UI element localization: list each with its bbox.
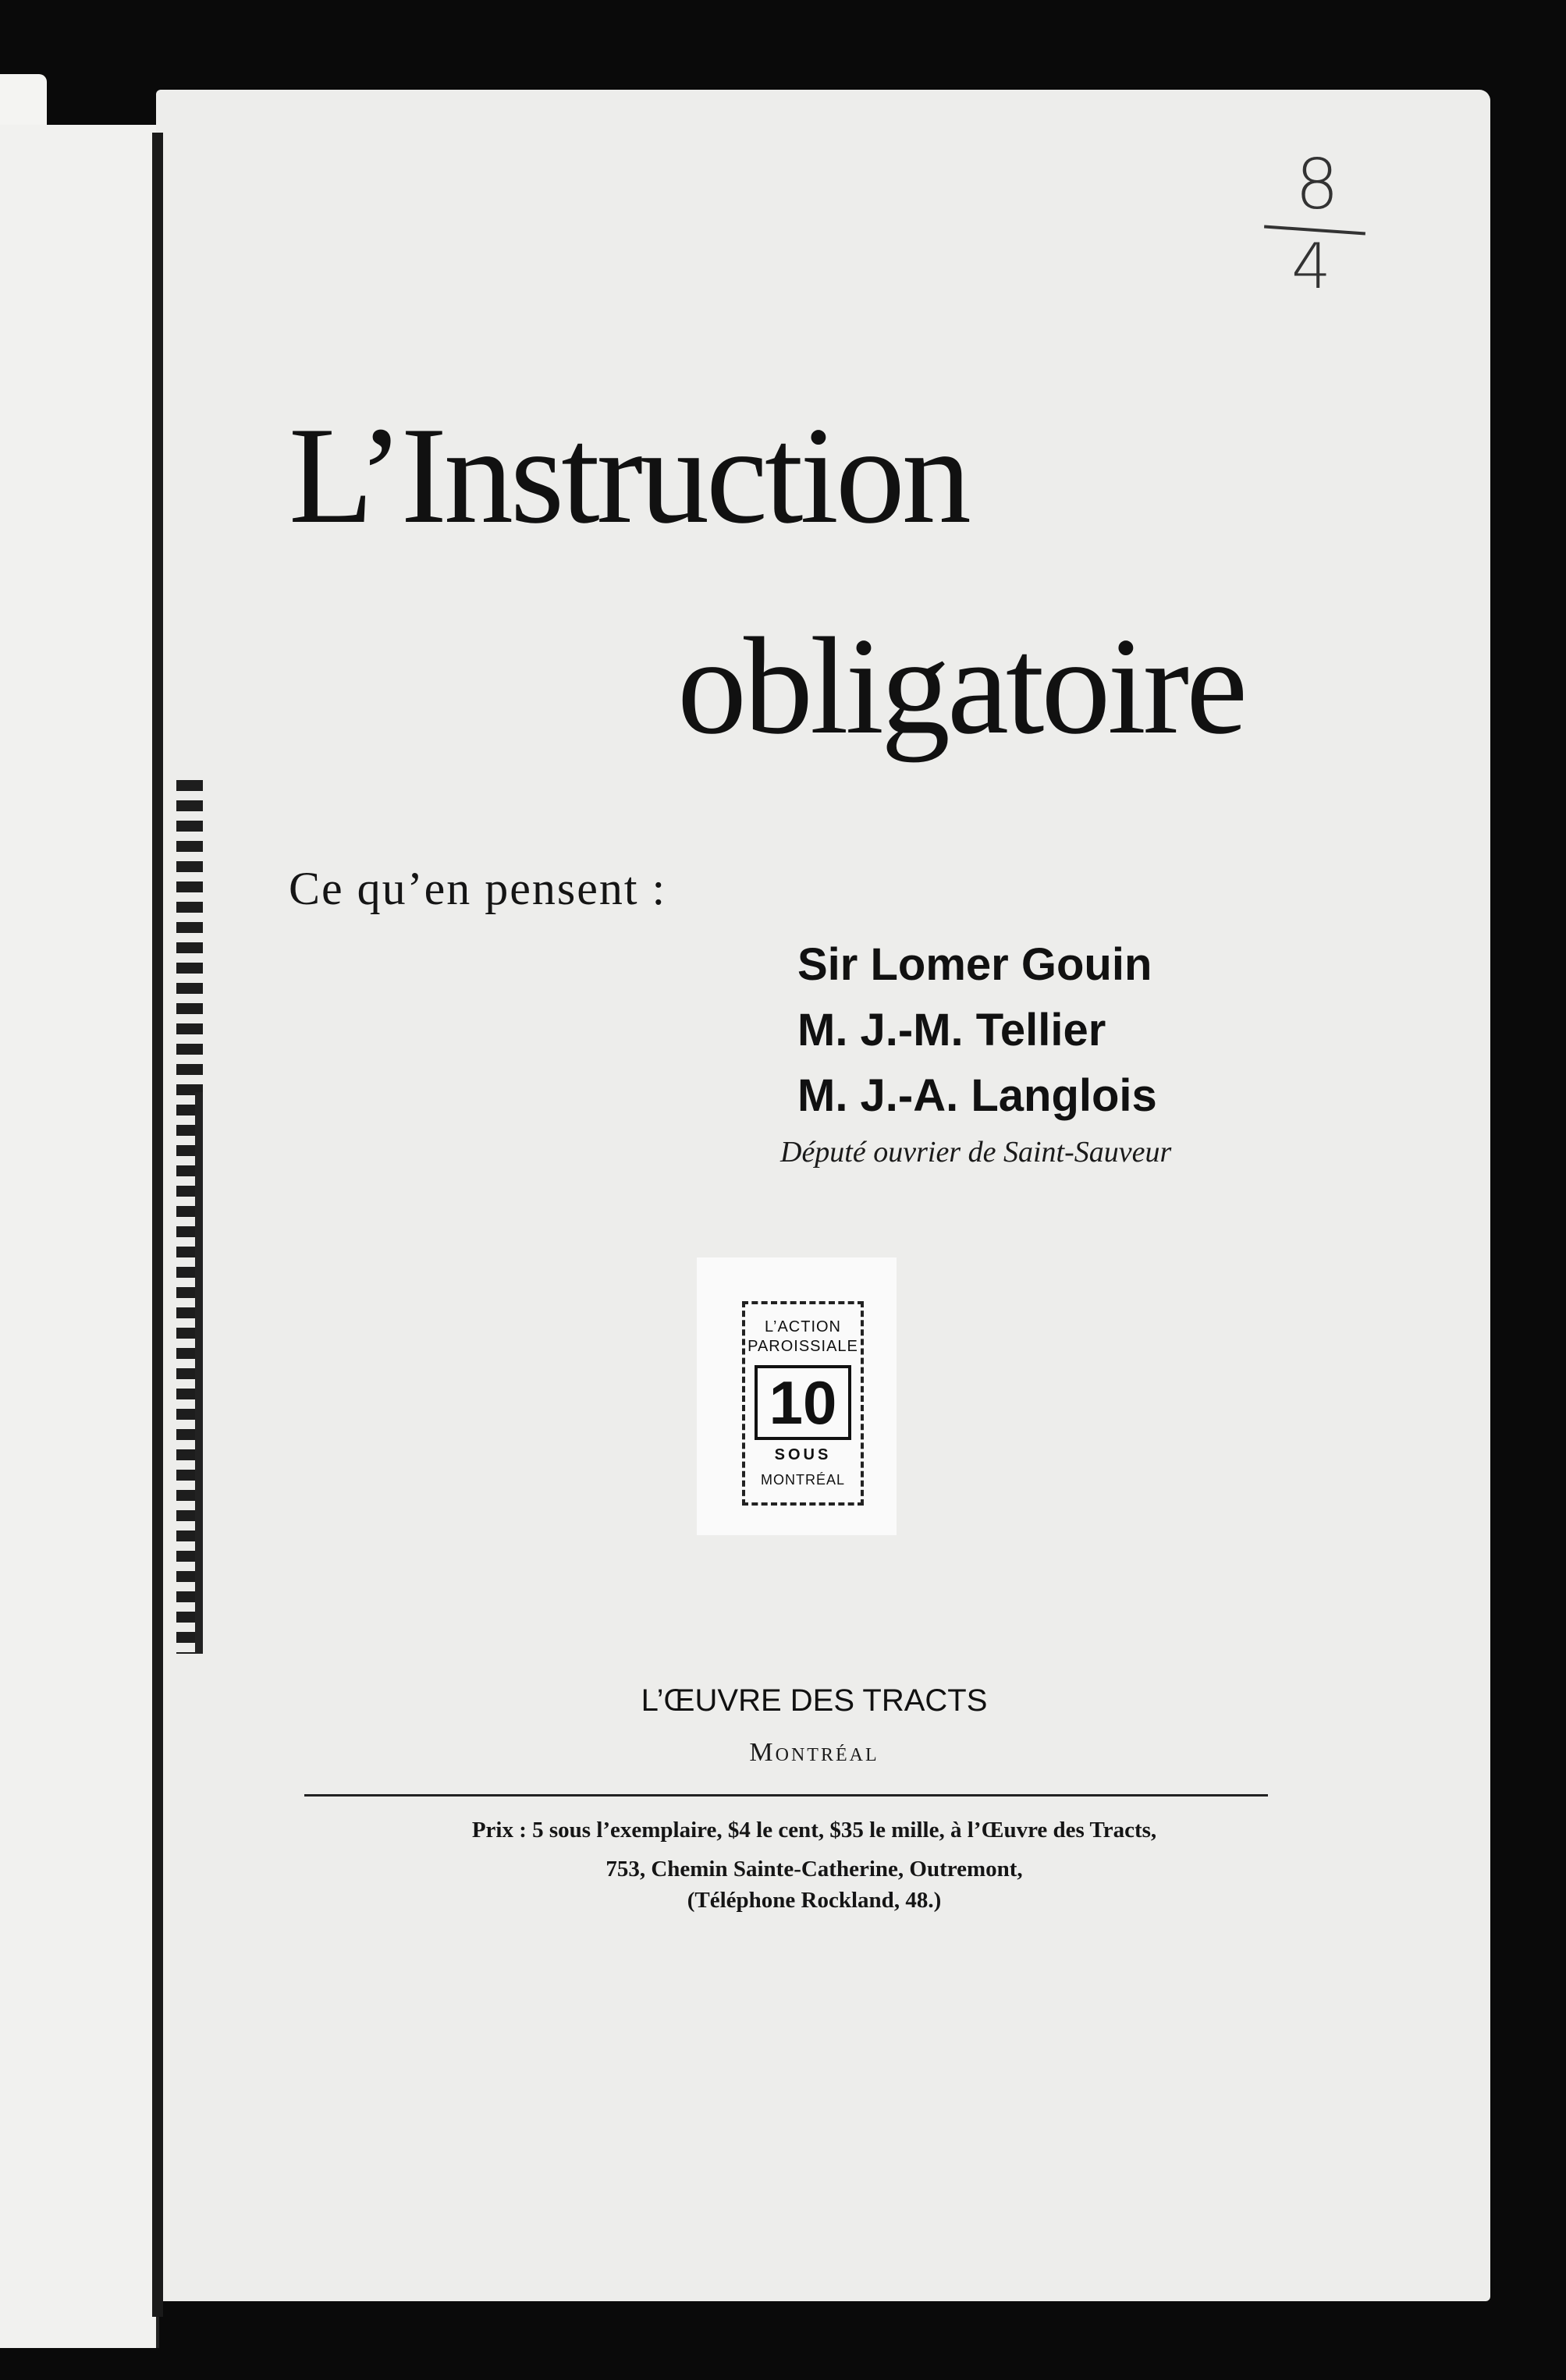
intro-text: Ce qu’en pensent : (289, 863, 667, 914)
stamp-city: MONTRÉAL (760, 1472, 845, 1488)
price-line-2: 753, Chemin Sainte-Catherine, Outremont, (605, 1857, 1023, 1882)
title-line-1: L’Instruction (289, 398, 968, 552)
price-stamp (697, 1257, 897, 1535)
title-line-2: obligatoire (677, 608, 1245, 763)
author-name-1: Sir Lomer Gouin (797, 939, 1152, 990)
publisher-name: L’ŒUVRE DES TRACTS (641, 1683, 988, 1718)
divider-rule (304, 1794, 1268, 1797)
binding-spine (152, 133, 163, 2317)
price-line-3: (Téléphone Rockland, 48.) (687, 1888, 942, 1913)
stamp-border (742, 1301, 864, 1506)
adjacent-page (0, 125, 159, 2348)
binding-thread (195, 1092, 203, 1654)
price-line-1: Prix : 5 sous l’exemplaire, $4 le cent, $35 le mille, à l’Œuvre des Tracts, (471, 1818, 1157, 1843)
author-name-2: M. J.-M. Tellier (797, 1005, 1106, 1055)
handwritten-annotation (1260, 144, 1369, 332)
stamp-line-1: L’ACTION (764, 1318, 842, 1335)
annotation-top: 8 (1295, 144, 1339, 225)
author-name-3: M. J.-A. Langlois (797, 1070, 1157, 1121)
annotation-bottom: 4 (1291, 230, 1331, 303)
publisher-city: Montréal (749, 1738, 879, 1767)
stamp-value: 10 (755, 1365, 851, 1440)
stamp-line-2: PAROISSIALE (747, 1338, 858, 1355)
author-role: Député ouvrier de Saint-Sauveur (780, 1136, 1172, 1169)
author-list (797, 932, 1157, 1129)
stamp-unit: SOUS (774, 1446, 832, 1463)
